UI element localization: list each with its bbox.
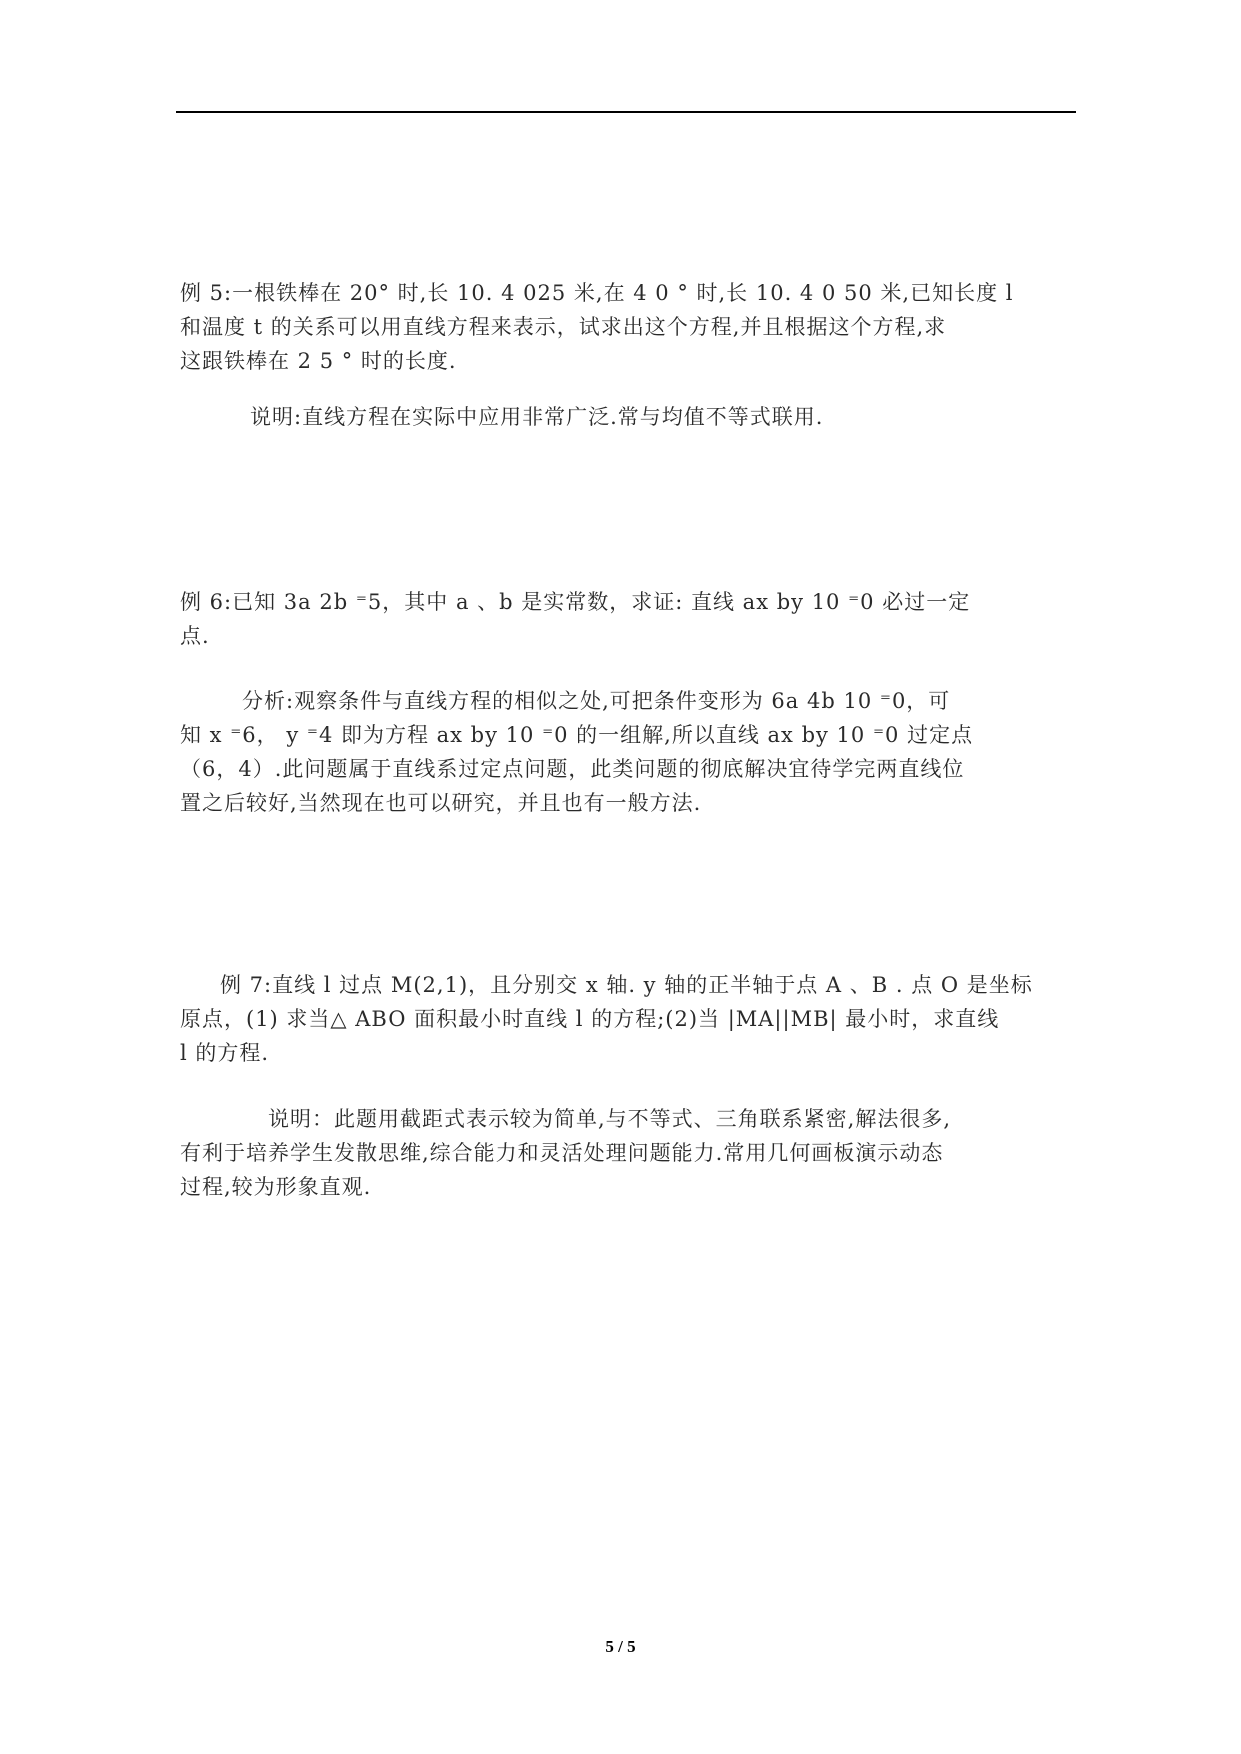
analysis-line-4: 置之后较好,当然现在也可以研究，并且也有一般方法.	[180, 791, 702, 815]
example-6-analysis	[180, 684, 1070, 820]
example-6-line-2: 点.	[180, 624, 210, 648]
example-5-line-1: 例 5:一根铁棒在 20° 时,长 10. 4 025 米,在 4 0 ° 时,长 10. 4 0 50 米,已知长度 l	[180, 281, 1014, 305]
example-5-note	[250, 400, 1070, 434]
example-7-note-line-2: 有利于培养学生发散思维,综合能力和灵活处理问题能力.常用几何画板演示动态	[180, 1141, 944, 1165]
example-6	[180, 585, 1070, 653]
example-7-line-2: 原点，(1) 求当△ ABO 面积最小时直线 l 的方程;(2)当 |MA||MB| 最小时，求直线	[180, 1007, 1000, 1031]
example-7-note-line-3: 过程,较为形象直观.	[180, 1175, 372, 1199]
analysis-line-2: 知 x ⁼6， y ⁼4 即为方程 ax by 10 ⁼0 的一组解,所以直线 ax by 10 ⁼0 过定点	[180, 723, 974, 747]
example-7	[180, 968, 1070, 1070]
example-5-line-2: 和温度 t 的关系可以用直线方程来表示，试求出这个方程,并且根据这个方程,求	[180, 315, 947, 339]
example-7-note-line-1: 说明：此题用截距式表示较为简单,与不等式、三角联系紧密,解法很多,	[268, 1107, 952, 1131]
header-rule	[176, 111, 1076, 113]
example-5-note-text: 说明:直线方程在实际中应用非常广泛.常与均值不等式联用.	[250, 405, 824, 429]
example-7-line-1: 例 7:直线 l 过点 M(2,1)，且分别交 x 轴. y 轴的正半轴于点 A 、B . 点 O 是坐标	[220, 973, 1033, 997]
analysis-line-3: （6，4）.此问题属于直线系过定点问题，此类问题的彻底解决宜待学完两直线位	[180, 757, 965, 781]
analysis-line-1: 分析:观察条件与直线方程的相似之处,可把条件变形为 6a 4b 10 ⁼0，可	[242, 689, 951, 713]
example-6-line-1: 例 6:已知 3a 2b ⁼5，其中 a 、b 是实常数，求证: 直线 ax by 10 ⁼0 必过一定	[180, 590, 971, 614]
example-5-line-3: 这跟铁棒在 2 5 ° 时的长度.	[180, 349, 457, 373]
page-number: 5 / 5	[605, 1637, 636, 1656]
example-5	[180, 276, 1070, 378]
example-7-note	[180, 1102, 1070, 1204]
example-7-line-3: l 的方程.	[180, 1041, 270, 1065]
